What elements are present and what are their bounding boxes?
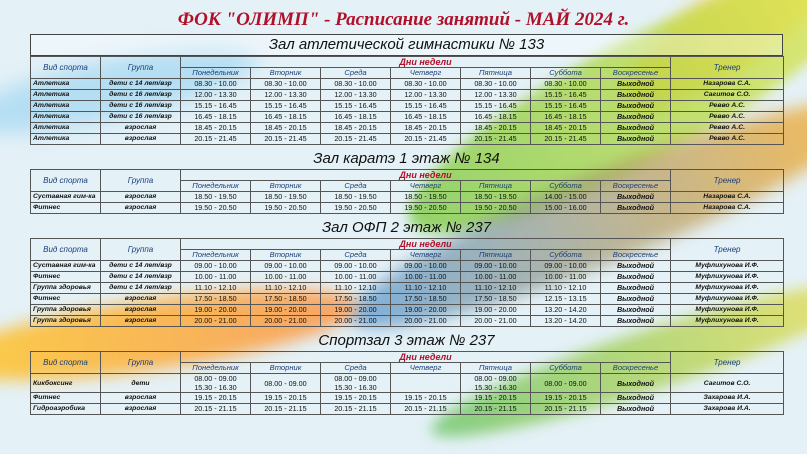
time-cell: 19.50 - 20.50 bbox=[461, 203, 531, 214]
time-cell: 16.45 - 18.15 bbox=[251, 112, 321, 123]
trainer-cell: Муфлихунова И.Ф. bbox=[671, 316, 784, 327]
time-cell: 16.45 - 18.15 bbox=[461, 112, 531, 123]
weekday-header: Воскресенье bbox=[601, 68, 671, 79]
time-cell: 12.00 - 13.30 bbox=[461, 90, 531, 101]
sport-cell: Фитнес bbox=[31, 294, 101, 305]
column-header-group: Группа bbox=[101, 57, 181, 79]
trainer-cell: Сагитов С.О. bbox=[671, 90, 784, 101]
group-cell: взрослая bbox=[101, 134, 181, 145]
table-row bbox=[31, 316, 784, 327]
time-cell: 09.00 - 10.00 bbox=[251, 261, 321, 272]
group-cell: дети с 16 лет/взр bbox=[101, 101, 181, 112]
day-off-cell: Выходной bbox=[601, 79, 671, 90]
time-slot: 08.00 - 09.00 bbox=[334, 374, 377, 383]
time-cell: 20.15 - 21.15 bbox=[321, 404, 391, 415]
column-header-group: Группа bbox=[101, 239, 181, 261]
day-off-cell: Выходной bbox=[601, 90, 671, 101]
time-cell: 16.45 - 18.15 bbox=[531, 112, 601, 123]
table-row bbox=[31, 305, 784, 316]
time-cell: 09.00 - 10.00 bbox=[391, 261, 461, 272]
time-cell: 19.00 - 20.00 bbox=[321, 305, 391, 316]
group-cell: взрослая bbox=[101, 316, 181, 327]
column-header-trainer: Тренер bbox=[671, 170, 784, 192]
time-cell: 20.15 - 21.45 bbox=[391, 134, 461, 145]
sport-cell: Атлетика bbox=[31, 112, 101, 123]
group-cell: дети с 14 лет/взр bbox=[101, 283, 181, 294]
group-cell: дети с 16 лет/взр bbox=[101, 90, 181, 101]
trainer-cell: Ревво А.С. bbox=[671, 123, 784, 134]
time-cell: 18.50 - 19.50 bbox=[391, 192, 461, 203]
time-cell: 10.00 - 11.00 bbox=[321, 272, 391, 283]
time-cell: 10.00 - 11.00 bbox=[181, 272, 251, 283]
time-cell: 08.30 - 10.00 bbox=[531, 79, 601, 90]
day-off-cell: Выходной bbox=[601, 112, 671, 123]
table-row bbox=[31, 79, 784, 90]
day-off-cell: Выходной bbox=[601, 101, 671, 112]
time-cell: 09.00 - 10.00 bbox=[181, 261, 251, 272]
schedule-section bbox=[30, 34, 783, 145]
time-cell: 10.00 - 11.00 bbox=[461, 272, 531, 283]
group-cell: взрослая bbox=[101, 393, 181, 404]
time-cell: 19.15 - 20.15 bbox=[251, 393, 321, 404]
column-header-sport: Вид спорта bbox=[31, 57, 101, 79]
time-cell: 18.50 - 19.50 bbox=[321, 192, 391, 203]
sport-cell: Фитнес bbox=[31, 203, 101, 214]
time-cell: 15.15 - 16.45 bbox=[251, 101, 321, 112]
time-cell: 20.15 - 21.15 bbox=[181, 404, 251, 415]
schedule-table bbox=[30, 56, 784, 145]
weekday-header: Среда bbox=[321, 363, 391, 374]
time-cell: 19.15 - 20.15 bbox=[391, 393, 461, 404]
header-row bbox=[31, 57, 784, 68]
time-cell: 12.00 - 13.30 bbox=[391, 90, 461, 101]
time-cell: 19.15 - 20.15 bbox=[321, 393, 391, 404]
schedule-table bbox=[30, 169, 784, 214]
day-off-cell: Выходной bbox=[601, 272, 671, 283]
table-row bbox=[31, 261, 784, 272]
time-cell: 20.00 - 21.00 bbox=[321, 316, 391, 327]
column-header-sport: Вид спорта bbox=[31, 239, 101, 261]
time-cell bbox=[391, 374, 461, 393]
time-cell: 08.30 - 10.00 bbox=[251, 79, 321, 90]
time-cell: 17.50 - 18.50 bbox=[181, 294, 251, 305]
weekday-header: Понедельник bbox=[181, 181, 251, 192]
time-cell: 19.50 - 20.50 bbox=[391, 203, 461, 214]
weekday-header: Среда bbox=[321, 181, 391, 192]
sport-cell: Фитнес bbox=[31, 272, 101, 283]
table-row bbox=[31, 272, 784, 283]
time-cell: 20.15 - 21.15 bbox=[461, 404, 531, 415]
weekday-header: Четверг bbox=[391, 250, 461, 261]
weekday-header: Воскресенье bbox=[601, 250, 671, 261]
time-slot: 15.30 - 16.30 bbox=[194, 383, 237, 392]
group-cell: взрослая bbox=[101, 404, 181, 415]
time-cell: 11.10 - 12.10 bbox=[181, 283, 251, 294]
time-cell: 20.15 - 21.45 bbox=[461, 134, 531, 145]
sport-cell: Атлетика bbox=[31, 134, 101, 145]
sport-cell: Атлетика bbox=[31, 79, 101, 90]
weekday-header: Пятница bbox=[461, 250, 531, 261]
time-cell: 20.15 - 21.15 bbox=[531, 404, 601, 415]
time-slot: Выходной bbox=[616, 378, 655, 388]
time-cell: 08.30 - 10.00 bbox=[321, 79, 391, 90]
day-off-cell: Выходной bbox=[601, 316, 671, 327]
time-cell: 09.00 - 10.00 bbox=[531, 261, 601, 272]
column-header-days: Дни недели bbox=[181, 170, 671, 181]
group-cell: взрослая bbox=[101, 203, 181, 214]
column-header-days: Дни недели bbox=[181, 352, 671, 363]
table-row bbox=[31, 134, 784, 145]
trainer-cell: Муфлихунова И.Ф. bbox=[671, 261, 784, 272]
weekday-header: Суббота bbox=[531, 181, 601, 192]
sport-cell: Суставная гим-ка bbox=[31, 261, 101, 272]
schedule-table bbox=[30, 238, 784, 327]
time-cell: 16.45 - 18.15 bbox=[181, 112, 251, 123]
time-cell: 15.15 - 16.45 bbox=[531, 90, 601, 101]
group-cell: взрослая bbox=[101, 294, 181, 305]
time-cell: 11.10 - 12.10 bbox=[391, 283, 461, 294]
trainer-cell: Муфлихунова И.Ф. bbox=[671, 272, 784, 283]
section-title: Спортзал 3 этаж № 237 bbox=[318, 332, 495, 349]
time-cell: 20.00 - 21.00 bbox=[181, 316, 251, 327]
time-cell: 11.10 - 12.10 bbox=[461, 283, 531, 294]
time-cell: 11.10 - 12.10 bbox=[321, 283, 391, 294]
time-cell bbox=[321, 374, 391, 393]
time-cell: 18.50 - 19.50 bbox=[461, 192, 531, 203]
sport-cell: Кикбоксинг bbox=[31, 374, 101, 393]
weekday-header: Четверг bbox=[391, 68, 461, 79]
day-off-cell: Выходной bbox=[601, 283, 671, 294]
column-header-group: Группа bbox=[101, 170, 181, 192]
day-off-cell: Выходной bbox=[601, 261, 671, 272]
group-cell: взрослая bbox=[101, 192, 181, 203]
sport-cell: Суставная гим-ка bbox=[31, 192, 101, 203]
sport-cell: Группа здоровья bbox=[31, 316, 101, 327]
header-row bbox=[31, 170, 784, 181]
time-cell: 20.15 - 21.45 bbox=[181, 134, 251, 145]
header-row bbox=[31, 239, 784, 250]
group-cell: дети bbox=[101, 374, 181, 393]
day-off-cell: Выходной bbox=[601, 203, 671, 214]
time-cell: 13.20 - 14.20 bbox=[531, 316, 601, 327]
group-cell: взрослая bbox=[101, 123, 181, 134]
weekday-header: Понедельник bbox=[181, 68, 251, 79]
column-header-trainer: Тренер bbox=[671, 239, 784, 261]
sport-cell: Группа здоровья bbox=[31, 305, 101, 316]
time-cell: 17.50 - 18.50 bbox=[321, 294, 391, 305]
sport-cell: Гидроаэробика bbox=[31, 404, 101, 415]
time-cell: 12.15 - 13.15 bbox=[531, 294, 601, 305]
table-row bbox=[31, 192, 784, 203]
weekday-header: Воскресенье bbox=[601, 363, 671, 374]
time-cell: 20.15 - 21.15 bbox=[251, 404, 321, 415]
weekday-header: Вторник bbox=[251, 363, 321, 374]
time-cell: 12.00 - 13.30 bbox=[181, 90, 251, 101]
schedule-section bbox=[30, 149, 783, 214]
day-off-cell: Выходной bbox=[601, 192, 671, 203]
time-cell: 13.20 - 14.20 bbox=[531, 305, 601, 316]
time-cell: 12.00 - 13.30 bbox=[251, 90, 321, 101]
schedule-section bbox=[30, 218, 783, 327]
group-cell: дети с 14 лет/взр bbox=[101, 272, 181, 283]
weekday-header: Пятница bbox=[461, 363, 531, 374]
trainer-cell: Назарова С.А. bbox=[671, 203, 784, 214]
time-cell: 08.30 - 10.00 bbox=[461, 79, 531, 90]
time-cell: 18.45 - 20.15 bbox=[531, 123, 601, 134]
day-off-cell bbox=[601, 374, 671, 393]
schedule-table bbox=[30, 351, 784, 415]
table-row bbox=[31, 123, 784, 134]
time-cell: 18.45 - 20.15 bbox=[181, 123, 251, 134]
table-row bbox=[31, 101, 784, 112]
day-off-cell: Выходной bbox=[601, 404, 671, 415]
trainer-cell: Муфлихунова И.Ф. bbox=[671, 283, 784, 294]
time-slot: 08.00 - 09.00 bbox=[474, 374, 517, 383]
time-cell: 17.50 - 18.50 bbox=[391, 294, 461, 305]
weekday-header: Понедельник bbox=[181, 250, 251, 261]
weekday-header: Четверг bbox=[391, 363, 461, 374]
table-row bbox=[31, 294, 784, 305]
time-cell: 14.00 - 15.00 bbox=[531, 192, 601, 203]
time-cell: 08.30 - 10.00 bbox=[181, 79, 251, 90]
time-cell: 19.50 - 20.50 bbox=[181, 203, 251, 214]
time-cell: 19.15 - 20.15 bbox=[461, 393, 531, 404]
trainer-cell: Захарова И.А. bbox=[671, 393, 784, 404]
column-header-days: Дни недели bbox=[181, 57, 671, 68]
weekday-header: Воскресенье bbox=[601, 181, 671, 192]
column-header-group: Группа bbox=[101, 352, 181, 374]
time-cell: 09.00 - 10.00 bbox=[461, 261, 531, 272]
day-off-cell: Выходной bbox=[601, 123, 671, 134]
section-title: Зал ОФП 2 этаж № 237 bbox=[321, 219, 492, 236]
weekday-header: Вторник bbox=[251, 68, 321, 79]
time-cell: 10.00 - 11.00 bbox=[391, 272, 461, 283]
time-cell: 19.15 - 20.15 bbox=[531, 393, 601, 404]
trainer-cell: Муфлихунова И.Ф. bbox=[671, 294, 784, 305]
table-row bbox=[31, 283, 784, 294]
weekday-header: Среда bbox=[321, 250, 391, 261]
time-cell: 19.15 - 20.15 bbox=[181, 393, 251, 404]
time-cell: 15.00 - 16.00 bbox=[531, 203, 601, 214]
table-row bbox=[31, 112, 784, 123]
time-cell: 20.00 - 21.00 bbox=[461, 316, 531, 327]
table-row bbox=[31, 404, 784, 415]
trainer-cell: Назарова С.А. bbox=[671, 79, 784, 90]
trainer-cell: Ревво А.С. bbox=[671, 134, 784, 145]
table-row bbox=[31, 90, 784, 101]
time-cell: 20.15 - 21.45 bbox=[531, 134, 601, 145]
time-cell bbox=[461, 374, 531, 393]
time-cell: 18.50 - 19.50 bbox=[251, 192, 321, 203]
header-row bbox=[31, 352, 784, 363]
weekday-header: Четверг bbox=[391, 181, 461, 192]
weekday-header: Суббота bbox=[531, 363, 601, 374]
time-cell: 20.15 - 21.45 bbox=[321, 134, 391, 145]
time-cell bbox=[181, 374, 251, 393]
time-slot: 08.00 - 09.00 bbox=[264, 378, 307, 388]
time-cell: 19.00 - 20.00 bbox=[181, 305, 251, 316]
table-row bbox=[31, 374, 784, 393]
time-cell: 16.45 - 18.15 bbox=[321, 112, 391, 123]
time-cell: 11.10 - 12.10 bbox=[251, 283, 321, 294]
time-cell bbox=[531, 374, 601, 393]
weekday-header: Пятница bbox=[461, 181, 531, 192]
time-slot: 08.00 - 09.00 bbox=[544, 378, 587, 388]
time-cell: 08.30 - 10.00 bbox=[391, 79, 461, 90]
day-off-cell: Выходной bbox=[601, 393, 671, 404]
group-cell: взрослая bbox=[101, 305, 181, 316]
time-cell: 15.15 - 16.45 bbox=[181, 101, 251, 112]
page-title: ФОК "ОЛИМП" - Расписание занятий - МАЙ 2024 г. bbox=[177, 9, 630, 30]
group-cell: дети с 14 лет/взр bbox=[101, 79, 181, 90]
time-slot: 15.30 - 16.30 bbox=[334, 383, 377, 392]
time-cell: 19.00 - 20.00 bbox=[251, 305, 321, 316]
weekday-header: Понедельник bbox=[181, 363, 251, 374]
time-cell: 19.00 - 20.00 bbox=[391, 305, 461, 316]
time-cell: 12.00 - 13.30 bbox=[321, 90, 391, 101]
time-cell: 19.50 - 20.50 bbox=[251, 203, 321, 214]
table-row bbox=[31, 203, 784, 214]
time-cell: 17.50 - 18.50 bbox=[461, 294, 531, 305]
time-cell: 18.45 - 20.15 bbox=[251, 123, 321, 134]
sport-cell: Фитнес bbox=[31, 393, 101, 404]
day-off-cell: Выходной bbox=[601, 134, 671, 145]
group-cell: дети с 14 лет/взр bbox=[101, 261, 181, 272]
time-cell: 18.45 - 20.15 bbox=[321, 123, 391, 134]
time-cell: 20.00 - 21.00 bbox=[251, 316, 321, 327]
column-header-days: Дни недели bbox=[181, 239, 671, 250]
table-row bbox=[31, 393, 784, 404]
time-cell: 15.15 - 16.45 bbox=[391, 101, 461, 112]
trainer-cell: Ревво А.С. bbox=[671, 112, 784, 123]
trainer-cell: Сагитов С.О. bbox=[671, 374, 784, 393]
time-cell: 16.45 - 18.15 bbox=[391, 112, 461, 123]
time-cell: 18.50 - 19.50 bbox=[181, 192, 251, 203]
time-cell: 18.45 - 20.15 bbox=[391, 123, 461, 134]
weekday-header: Суббота bbox=[531, 68, 601, 79]
time-cell: 20.15 - 21.15 bbox=[391, 404, 461, 415]
time-cell: 20.15 - 21.45 bbox=[251, 134, 321, 145]
weekday-header: Среда bbox=[321, 68, 391, 79]
trainer-cell: Муфлихунова И.Ф. bbox=[671, 305, 784, 316]
time-cell: 17.50 - 18.50 bbox=[251, 294, 321, 305]
schedule-container bbox=[30, 34, 783, 415]
sport-cell: Атлетика bbox=[31, 123, 101, 134]
day-off-cell: Выходной bbox=[601, 305, 671, 316]
time-cell: 11.10 - 12.10 bbox=[531, 283, 601, 294]
section-title: Зал каратэ 1 этаж № 134 bbox=[313, 150, 500, 167]
weekday-header: Суббота bbox=[531, 250, 601, 261]
time-cell: 15.15 - 16.45 bbox=[461, 101, 531, 112]
weekday-header: Пятница bbox=[461, 68, 531, 79]
time-cell: 19.00 - 20.00 bbox=[461, 305, 531, 316]
trainer-cell: Назарова С.А. bbox=[671, 192, 784, 203]
time-cell: 15.15 - 16.45 bbox=[531, 101, 601, 112]
time-cell: 09.00 - 10.00 bbox=[321, 261, 391, 272]
column-header-sport: Вид спорта bbox=[31, 352, 101, 374]
time-slot: 15.30 - 16.30 bbox=[474, 383, 517, 392]
weekday-header: Вторник bbox=[251, 181, 321, 192]
column-header-sport: Вид спорта bbox=[31, 170, 101, 192]
sport-cell: Атлетика bbox=[31, 90, 101, 101]
time-slot: 08.00 - 09.00 bbox=[194, 374, 237, 383]
schedule-section bbox=[30, 331, 783, 415]
trainer-cell: Захарова И.А. bbox=[671, 404, 784, 415]
time-cell: 18.45 - 20.15 bbox=[461, 123, 531, 134]
time-cell: 10.00 - 11.00 bbox=[251, 272, 321, 283]
group-cell: дети с 16 лет/взр bbox=[101, 112, 181, 123]
section-title: Зал атлетической гимнастики № 133 bbox=[30, 34, 783, 56]
trainer-cell: Ревво А.С. bbox=[671, 101, 784, 112]
sport-cell: Атлетика bbox=[31, 101, 101, 112]
time-cell: 20.00 - 21.00 bbox=[391, 316, 461, 327]
column-header-trainer: Тренер bbox=[671, 352, 784, 374]
time-cell: 10.00 - 11.00 bbox=[531, 272, 601, 283]
column-header-trainer: Тренер bbox=[671, 57, 784, 79]
time-cell bbox=[251, 374, 321, 393]
weekday-header: Вторник bbox=[251, 250, 321, 261]
time-cell: 19.50 - 20.50 bbox=[321, 203, 391, 214]
sport-cell: Группа здоровья bbox=[31, 283, 101, 294]
day-off-cell: Выходной bbox=[601, 294, 671, 305]
time-cell: 15.15 - 16.45 bbox=[321, 101, 391, 112]
